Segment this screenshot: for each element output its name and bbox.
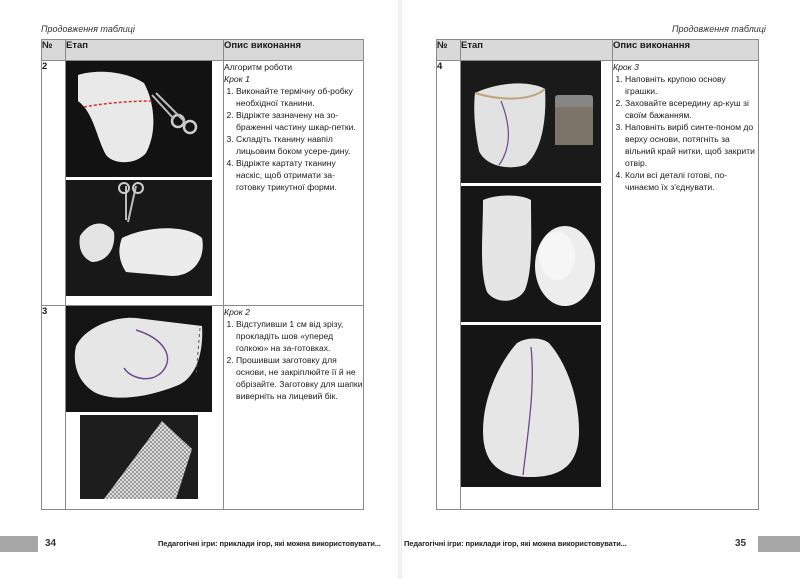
stage-images xyxy=(66,61,224,306)
step-list xyxy=(224,85,363,193)
header-num: № xyxy=(42,40,66,61)
steps-table xyxy=(41,39,364,510)
list-item: 1. Виконайте термічну об-робку необхідної тканини. xyxy=(236,85,363,109)
header-description: Опис виконання xyxy=(613,40,759,61)
list-item: 1. Відступивши 1 см від зрізу, прокладіть шов «уперед голкою» на за-готовках. xyxy=(236,318,363,354)
list-item: 4. Відріжте картату тканину наскіс, щоб отримати за-готовку трикутної форми. xyxy=(236,157,363,193)
list-item: 2. Прошивши заготовку для основи, не закріплюйте її й не обрізайте. Заготовку для шапки виверніть на лицевий бік. xyxy=(236,354,363,402)
stage-description xyxy=(613,61,759,510)
step-label: Крок 3 xyxy=(613,62,639,72)
list-item: 4. Коли всі деталі готові, по-чинаємо їх з'єднувати. xyxy=(625,169,758,193)
footer-bar xyxy=(0,536,38,552)
footer-title: Педагогічні ігри: приклади ігор, які можна використовувати... xyxy=(404,539,627,548)
stage-description xyxy=(224,306,364,510)
table-row xyxy=(437,61,759,510)
step-list xyxy=(613,73,758,193)
list-item: 3. Наповніть виріб синте-поном до верху основи, потягніть за вільний край нитки, щоб закрити отвір. xyxy=(625,121,758,169)
list-item: 1. Наповніть крупою основу іграшки. xyxy=(625,73,758,97)
steps-table xyxy=(436,39,759,510)
checkered-fabric-photo xyxy=(80,415,198,499)
row-number: 2 xyxy=(42,61,66,306)
finished-base-photo xyxy=(461,325,601,487)
list-item: 2. Відріжте зазначену на зо-браженні частину шкар-петки. xyxy=(236,109,363,133)
footer-title: Педагогічні ігри: приклади ігор, які можна використовувати... xyxy=(158,539,381,548)
continuation-label: Продовження таблиці xyxy=(672,24,766,34)
grain-filling-photo xyxy=(461,61,601,183)
sock-scissors-photo xyxy=(66,61,212,177)
header-stage: Етап xyxy=(66,40,224,61)
list-item: 2. Заховайте всередину ар-куш зі своїм бажанням. xyxy=(625,97,758,121)
table-header-row xyxy=(42,40,364,61)
step-label: Крок 2 xyxy=(224,307,250,317)
header-num: № xyxy=(437,40,461,61)
left-page xyxy=(0,0,398,579)
table-header-row xyxy=(437,40,759,61)
step-label: Крок 1 xyxy=(224,74,250,84)
right-page xyxy=(402,0,800,579)
continuation-label: Продовження таблиці xyxy=(41,24,135,34)
table-row xyxy=(42,61,364,306)
algorithm-heading: Алгоритм роботи xyxy=(224,62,293,72)
footer-bar xyxy=(758,536,800,552)
page-number: 34 xyxy=(45,538,57,549)
step-list xyxy=(224,318,363,402)
row-number: 3 xyxy=(42,306,66,510)
stage-description xyxy=(224,61,364,306)
stage-images xyxy=(461,61,613,510)
list-item: 3. Складіть тканину навпіл лицьовим боком усере-дину. xyxy=(236,133,363,157)
stage-images xyxy=(66,306,224,510)
table-row xyxy=(42,306,364,510)
row-number: 4 xyxy=(437,61,461,510)
header-description: Опис виконання xyxy=(224,40,364,61)
sock-stitching-photo xyxy=(66,306,212,412)
header-stage: Етап xyxy=(461,40,613,61)
filling-stuffing-photo xyxy=(461,186,601,322)
cut-sock-photo xyxy=(66,180,212,296)
page-number: 35 xyxy=(735,538,747,549)
